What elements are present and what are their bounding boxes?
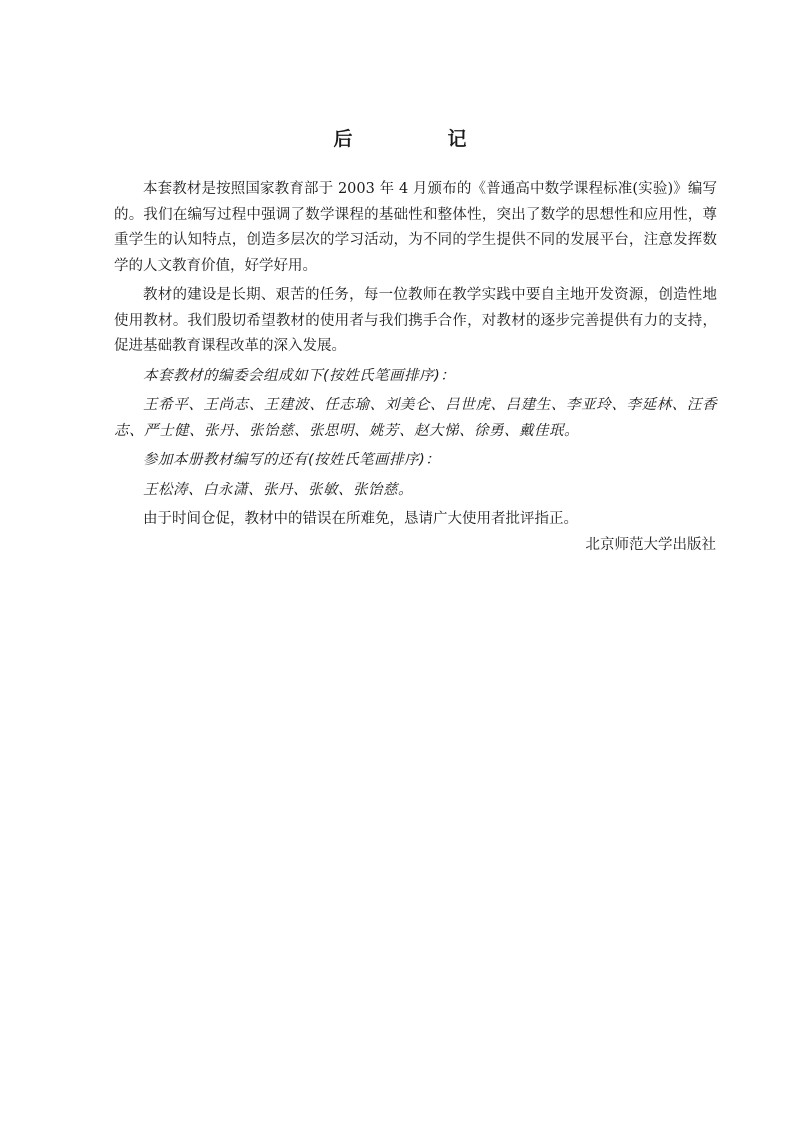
paragraph-teachers: 教材的建设是长期、艰苦的任务，每一位教师在教学实践中要自主地开发资源，创造性地使用教材。我们殷切希望教材的使用者与我们携手合作，对教材的逐步完善提供有力的支持，促进基础教育课程改革的深入发展。 — [114, 287, 717, 354]
editorial-board-names: 王希平、王尚志、王建波、任志瑜、刘美仑、吕世虎、吕建生、李亚玲、李延林、汪香志、严士健、张丹、张饴慈、张思明、姚芳、赵大悌、徐勇、戴佳珉。 — [114, 397, 717, 439]
contributors-names: 王松涛、白永潇、张丹、张敏、张饴慈。 — [143, 481, 413, 498]
editorial-board-heading: 本套教材的编委会组成如下(按姓氏笔画排序)： — [143, 367, 456, 384]
paragraph-errata: 由于时间仓促，教材中的错误在所难免，恳请广大使用者批评指正。 — [143, 511, 578, 527]
page-title: 后 记 — [333, 128, 505, 150]
publisher-signature: 北京师范大学出版社 — [585, 537, 716, 553]
contributors-heading: 参加本册教材编写的还有(按姓氏笔画排序)： — [143, 452, 441, 468]
afterword-body — [114, 177, 717, 533]
paragraph-intro: 本套教材是按照国家教育部于 2003 年 4 月颁布的《普通高中数学课程标准(实验)》编写的。我们在编写过程中强调了数学课程的基础性和整体性，突出了数学的思想性和应用性，尊重学生的认知特点，创造多层次的学习活动，为不同的学生提供不同的发展平台，注意发挥数学的人文教育价值，好学好用。 — [114, 181, 717, 274]
